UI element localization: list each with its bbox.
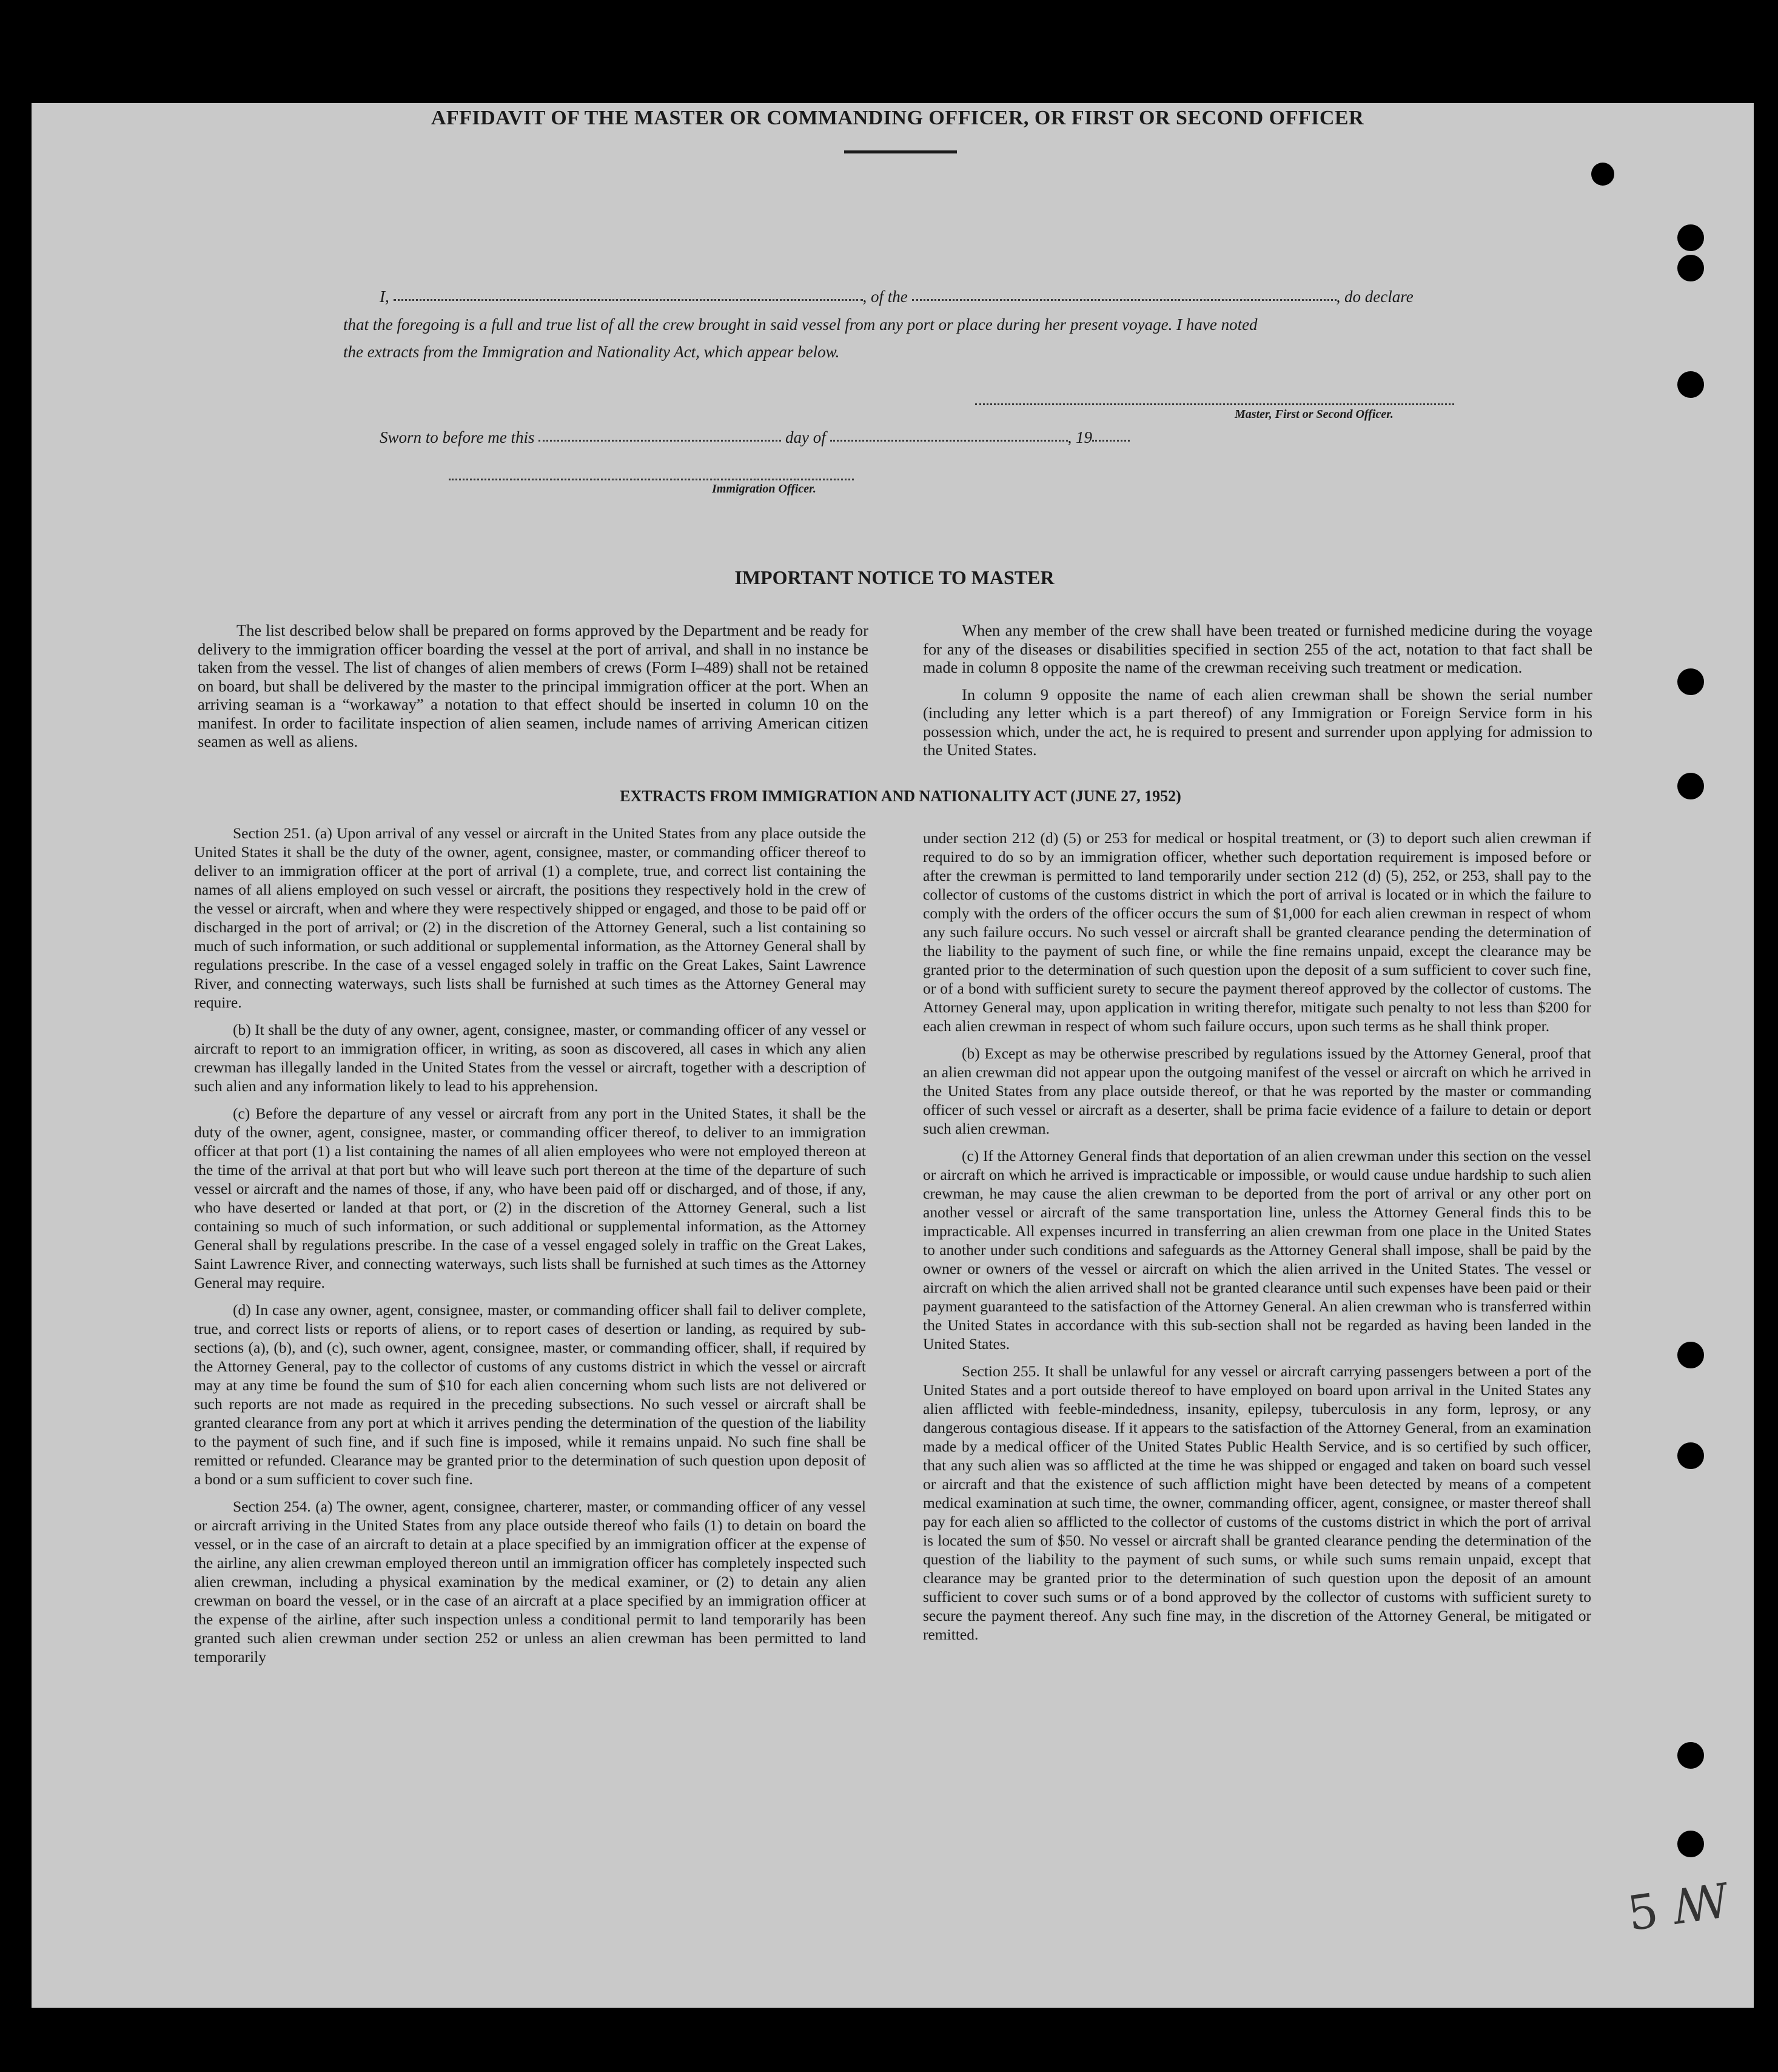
master-signature-line[interactable] bbox=[975, 403, 1454, 405]
declarant-label: I, bbox=[380, 288, 389, 306]
punch-hole bbox=[1591, 163, 1614, 186]
notice-left-paragraph: The list described below shall be prepared on forms approved by the Department and be ready for delivery to the immigration officer boarding the vessel at the port of arrival, and shall in no instance be taken from the vessel. The list of changes of alien members of crews (Form I–489) shall not be retained on board, but shall be delivered by the master to the principal immigration officer at the port. When an arriving seaman is a “workaway” a notation to that effect should be inserted in column 10 on the manifest. In order to facilitate inspection of alien seamen, include names of arriving American citizen seamen as well as aliens. bbox=[198, 621, 868, 750]
declaration-line bbox=[380, 288, 1414, 306]
punch-hole bbox=[1677, 255, 1704, 281]
sworn-year-field[interactable] bbox=[1092, 440, 1130, 442]
day-of-label: day of bbox=[785, 428, 826, 446]
notice-right-paragraph: When any member of the crew shall have been treated or furnished medicine during the voyage for any of the diseases or disabilities specified in section 255 of the act, notation to that fact shall be made in column 8 opposite the name of the crewman receiving such treatment or medication. bbox=[923, 621, 1592, 676]
notice-right-paragraph: In column 9 opposite the name of each alien crewman shall be shown the serial number (including any letter which is a part thereof) of any Immigration or Foreign Service form in his possession which, under the act, he is required to present and surrender upon applying for admission to the United States. bbox=[923, 685, 1592, 759]
declaration-text-3: the extracts from the Immigration and Nationality Act, which appear below. bbox=[343, 343, 840, 361]
affidavit-title: AFFIDAVIT OF THE MASTER OR COMMANDING OFFICER, OR FIRST OR SECOND OFFICER bbox=[431, 107, 1364, 129]
declarant-name-field[interactable] bbox=[394, 299, 863, 301]
declaration-text-2: that the foregoing is a full and true list of all the crew brought in said vessel from any port or place during her present voyage. I have noted bbox=[343, 315, 1258, 334]
notice-right-column bbox=[923, 621, 1592, 768]
extracts-left-column bbox=[194, 824, 866, 1675]
extract-paragraph: Section 254. (a) The owner, agent, consignee, charterer, master, or commanding officer of any vessel or aircraft arriving in the United States from any place outside thereof who fails (1) to detain on board the vessel, or in the case of an aircraft to detain at a place specified by an immigration officer at the expense of the airline, any alien crewman employed thereon until an immigration officer has completely inspected such alien crewman, including a physical examination by the medical examiner, or (2) to detain any alien crewman on board the vessel, or in the case of an aircraft at a place specified by an immigration officer at the expense of the airline, after such inspection unless a conditional permit to land temporarily has been granted such alien crewman under section 252 or unless an alien crewman has been permitted to land temporarily bbox=[194, 1498, 866, 1666]
punch-hole bbox=[1677, 1742, 1704, 1769]
punch-hole bbox=[1677, 371, 1704, 398]
notice-left-column bbox=[198, 621, 868, 759]
extract-paragraph: under section 212 (d) (5) or 253 for medical or hospital treatment, or (3) to deport such alien crewman if required to do so by an immigration officer, whether such deportation requirement is imposed before or after the crewman is permitted to land temporarily under section 212 (d) (5), 252, or 253, shall pay to the collector of customs of the customs district in which the port of arrival is located or in which the failure to comply with the orders of the officer occurs the sum of $1,000 for each alien crewman in respect of whom any such failure occurs. No such vessel or aircraft shall be granted clearance pending the determination of the liability to the payment of such fine, or while the fine remains unpaid, except the clearance may be granted prior to the determination of such question upon the deposit of a sum sufficient to cover such fine, or of a bond with sufficient surety to secure the payment thereof approved by the collector of customs. The Attorney General may, upon application in writing therefor, mitigate such penalty to not less than $200 for each alien crewman in respect of whom such failure occurs, upon such terms as he shall think proper. bbox=[923, 829, 1591, 1035]
sworn-label: Sworn to before me this bbox=[380, 428, 535, 446]
extracts-title: EXTRACTS FROM IMMIGRATION AND NATIONALITY ACT (JUNE 27, 1952) bbox=[620, 787, 1181, 805]
punch-hole bbox=[1677, 1342, 1704, 1368]
extracts-right-column bbox=[923, 829, 1591, 1652]
vessel-name-field[interactable] bbox=[912, 299, 1337, 301]
punch-hole bbox=[1677, 1831, 1704, 1857]
extract-paragraph: Section 255. It shall be unlawful for any vessel or aircraft carrying passengers between a port of the United States and a port outside thereof to have employed on board upon arrival in the United States any alien afflicted with feeble-mindedness, insanity, epilepsy, tuberculosis in any form, leprosy, or any dangerous contagious disease. If it appears to the satisfaction of the Attorney General, from an examination made by a medical officer of the United States Public Health Service, and is so certified by such officer, that any such alien was so afflicted at the time he was shipped or engaged and taken on board such vessel or aircraft and that the existence of such affliction might have been detected by means of a competent medical examination at such time, the owner, commanding officer, agent, consignee, or master thereof shall pay for each alien so afflicted to the collector of customs of the customs district in which the port of arrival is located the sum of $50. No vessel or aircraft shall be granted clearance pending the determination of the question of the liability to the payment of such sums, or while such sums remain unpaid, except that clearance may be granted prior to the determination of such question upon the deposit of an amount sufficient to cover such sums or of a bond approved by the collector of customs with sufficient surety to secure the payment thereof. Any such fine may, in the discretion of the Attorney General, be mitigated or remitted. bbox=[923, 1362, 1591, 1643]
handwritten-mark: 5 ꟿ bbox=[1624, 1873, 1733, 1942]
punch-hole bbox=[1677, 224, 1704, 251]
extract-paragraph: (d) In case any owner, agent, consignee, master, or commanding officer shall fail to deliver complete, true, and correct lists or reports of aliens, or to report cases of desertion or landing, as required by sub-sections (a), (b), and (c), such owner, agent, consignee, master, or commanding officer, shall, if required by the Attorney General, pay to the collector of customs of any customs district in which the vessel or aircraft may at any time be found the sum of $10 for each alien concerning whom such lists are not delivered or such reports are not made as required in the preceding subsections. No such vessel or aircraft shall be granted clearance from any port at which it arrives pending the determination of the question of the liability to the payment of such fine, and if such fine is imposed, while it remains unpaid. No such fine shall be remitted or refunded. Clearance may be granted prior to the determination of such question upon deposit of a bond or a sum sufficient to cover such fine. bbox=[194, 1301, 866, 1488]
immigration-officer-caption: Immigration Officer. bbox=[712, 482, 816, 496]
extract-paragraph: (c) Before the departure of any vessel or aircraft from any port in the United States, it shall be the duty of the owner, agent, consignee, master, or commanding officer thereof, to deliver to an immigration officer at that port (1) a list containing the names of all alien employees who were not employed thereon at the time of the arrival at that port but who will leave such port thereon at the time of the departure of such vessel or aircraft and the names of those, if any, who have been paid off or discharged, and of those, if any, who have deserted or landed at that port, or (2) in the discretion of the Attorney General, such a list containing so much of such information, or such additional or supplemental information, as the Attorney General shall by regulations prescribe. In the case of a vessel engaged solely in traffic on the Great Lakes, Saint Lawrence River, and connecting waterways, such lists shall be furnished at such times as the Attorney General may require. bbox=[194, 1105, 866, 1291]
extract-paragraph: (b) Except as may be otherwise prescribed by regulations issued by the Attorney General, proof that an alien crewman did not appear upon the outgoing manifest of the vessel or aircraft on which he arrived in the United States from any place outside thereof, or that he was reported by the master or commanding officer of such vessel or aircraft as a deserter, shall be prima facie evidence of a failure to detain or deport such alien crewman. bbox=[923, 1044, 1591, 1137]
punch-hole bbox=[1677, 773, 1704, 799]
title-rule bbox=[844, 150, 957, 153]
extract-paragraph: (c) If the Attorney General finds that deportation of an alien crewman under this section on the vessel or aircraft on which he arrived is impracticable or impossible, or would cause undue hardship to such alien crewman, he may cause the alien crewman to be deported from the port of arrival or any other port on another vessel or aircraft of the same transportation line, unless the Attorney General finds this to be impracticable. All expenses incurred in transferring an alien crewman from one place in the United States to another under such conditions and safeguards as the Attorney General shall impose, shall be paid by the owner or owners of the vessel or aircraft on which the alien arrived in the United States. The vessel or aircraft on which the alien arrived shall not be granted clearance until such expenses have been paid or their payment guaranteed to the satisfaction of the Attorney General. An alien crewman who is transferred within the United States in accordance with this sub-section shall not be regarded as having been landed in the United States. bbox=[923, 1147, 1591, 1353]
sworn-line bbox=[380, 428, 1130, 447]
year-label: , 19 bbox=[1067, 428, 1092, 446]
sworn-day-field[interactable] bbox=[538, 440, 781, 442]
sworn-month-field[interactable] bbox=[830, 440, 1068, 442]
do-declare-label: , do declare bbox=[1336, 288, 1414, 306]
extract-paragraph: Section 251. (a) Upon arrival of any vessel or aircraft in the United States from any place outside the United States it shall be the duty of the owner, agent, consignee, master, or commanding officer thereof to deliver to an immigration officer at the port of arrival (1) a complete, true, and correct list containing the names of all aliens employed on such vessel or aircraft, the positions they respectively hold in the crew of the vessel or aircraft, when and where they were respectively shipped or engaged, and those to be paid off or discharged in the port of arrival; or (2) in the discretion of the Attorney General, such a list containing so much of such information, or such additional or supplemental information, as the Attorney General shall by regulations prescribe. In the case of a vessel engaged solely in traffic on the Great Lakes, Saint Lawrence River, and connecting waterways, such lists shall be furnished at such times as the Attorney General may require. bbox=[194, 824, 866, 1011]
immigration-officer-signature-line[interactable] bbox=[449, 479, 854, 480]
punch-hole bbox=[1677, 668, 1704, 695]
of-the-label: , of the bbox=[862, 288, 908, 306]
master-signature-caption: Master, First or Second Officer. bbox=[1235, 408, 1394, 421]
notice-title: IMPORTANT NOTICE TO MASTER bbox=[734, 567, 1055, 588]
extract-paragraph: (b) It shall be the duty of any owner, agent, consignee, master, or commanding officer of any vessel or aircraft to report to an immigration officer, in writing, as soon as discovered, all cases in which any alien crewman has illegally landed in the United States from the vessel or aircraft, together with a description of such alien and any information likely to lead to his apprehension. bbox=[194, 1021, 866, 1095]
punch-hole bbox=[1677, 1442, 1704, 1469]
